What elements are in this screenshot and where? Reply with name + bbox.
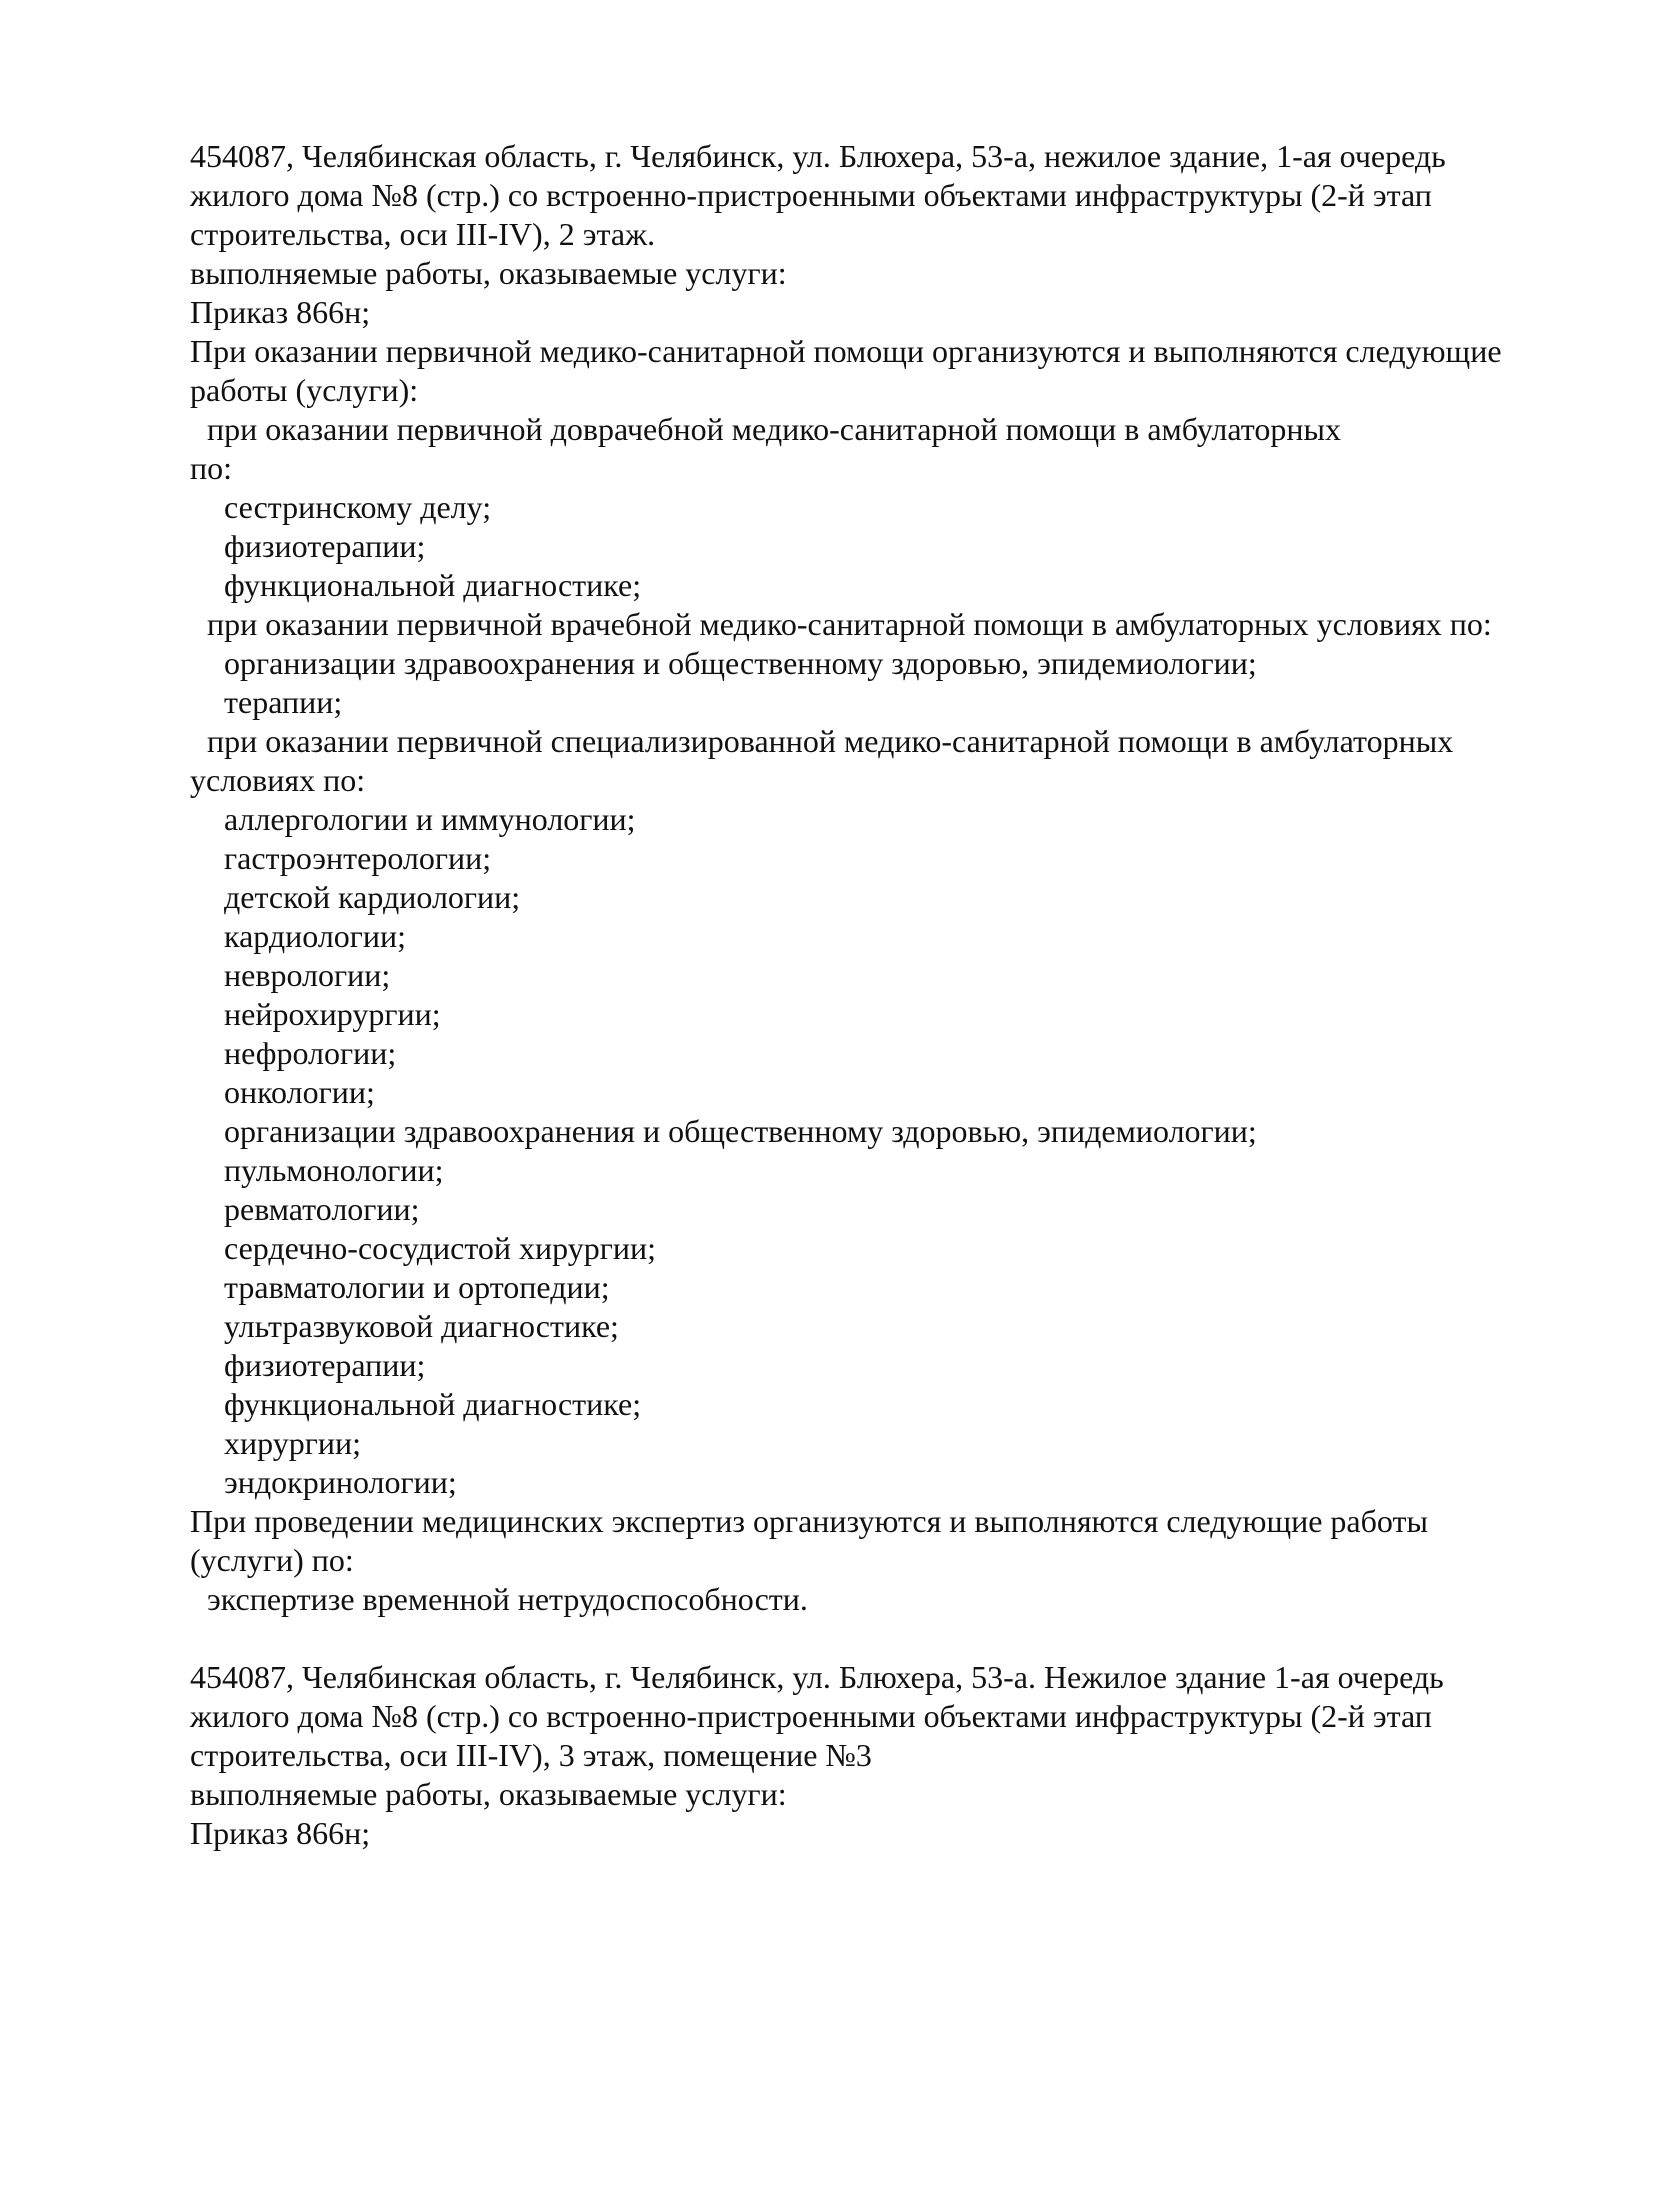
list-item: сердечно-сосудистой хирургии;: [224, 1230, 656, 1266]
works-label: выполняемые работы, оказываемые услуги:: [190, 255, 787, 291]
list-item: онкологии;: [224, 1074, 375, 1110]
list-item: неврологии;: [224, 957, 391, 993]
primary-care-intro: При оказании первичной медико-санитарной помощи организуются и выполняются следующие: [190, 333, 1502, 369]
list-item: организации здравоохранения и общественному здоровью, эпидемиологии;: [224, 1113, 1257, 1149]
list-item: терапии;: [224, 684, 343, 720]
address-line: жилого дома №8 (стр.) со встроенно-пристроенными объектами инфраструктуры (2-й этап: [190, 1698, 1432, 1734]
works-label: выполняемые работы, оказываемые услуги:: [190, 1776, 787, 1812]
address-line: строительства, оси III-IV), 2 этаж.: [190, 216, 656, 252]
list-item: нефрологии;: [224, 1035, 397, 1071]
list-item: эндокринологии;: [224, 1464, 457, 1500]
order-reference: Приказ 866н;: [190, 294, 371, 330]
address-line: 454087, Челябинская область, г. Челябинск, ул. Блюхера, 53-а. Нежилое здание 1-ая очередь: [190, 1659, 1444, 1695]
list-item: функциональной диагностике;: [224, 1386, 642, 1422]
list-item: ультразвуковой диагностике;: [224, 1308, 619, 1344]
order-reference: Приказ 866н;: [190, 1815, 371, 1851]
spec-heading: при оказании первичной специализированной медико-санитарной помощи в амбулаторных: [207, 723, 1454, 759]
prevrach-heading: при оказании первичной доврачебной медико-санитарной помощи в амбулаторных: [207, 411, 1341, 447]
vrach-heading: при оказании первичной врачебной медико-санитарной помощи в амбулаторных условиях по:: [207, 606, 1492, 642]
address-line: строительства, оси III-IV), 3 этаж, помещение №3: [190, 1737, 872, 1773]
address-line: жилого дома №8 (стр.) со встроенно-пристроенными объектами инфраструктуры (2-й этап: [190, 177, 1432, 213]
list-item: гастроэнтерологии;: [224, 840, 492, 876]
list-item: экспертизе временной нетрудоспособности.: [207, 1581, 808, 1617]
list-item: ревматологии;: [224, 1191, 420, 1227]
address-block-1: [190, 137, 1510, 254]
list-item: сестринскому делу;: [224, 489, 492, 525]
list-item: пульмонологии;: [224, 1152, 444, 1188]
spec-heading: условиях по:: [190, 762, 366, 798]
address-line: 454087, Челябинская область, г. Челябинск, ул. Блюхера, 53-а, нежилое здание, 1-ая очередь: [190, 138, 1446, 174]
list-item: травматологии и ортопедии;: [224, 1269, 610, 1305]
list-item: физиотерапии;: [224, 1347, 426, 1383]
list-item: аллергологии и иммунологии;: [224, 801, 636, 837]
list-item: физиотерапии;: [224, 528, 426, 564]
list-item: организации здравоохранения и общественному здоровью, эпидемиологии;: [224, 645, 1257, 681]
expertise-intro: При проведении медицинских экспертиз организуются и выполняются следующие работы: [190, 1503, 1428, 1539]
paragraph-gap: [190, 1619, 1510, 1658]
document-page: [190, 137, 1510, 1853]
list-item: кардиологии;: [224, 918, 407, 954]
list-item: хирургии;: [224, 1425, 361, 1461]
primary-care-intro: работы (услуги):: [190, 372, 419, 408]
list-item: детской кардиологии;: [224, 879, 521, 915]
prevrach-heading: по:: [190, 450, 233, 486]
list-item: нейрохирургии;: [224, 996, 441, 1032]
address-block-2: [190, 1658, 1510, 1775]
expertise-intro: (услуги) по:: [190, 1542, 354, 1578]
list-item: функциональной диагностике;: [224, 567, 642, 603]
